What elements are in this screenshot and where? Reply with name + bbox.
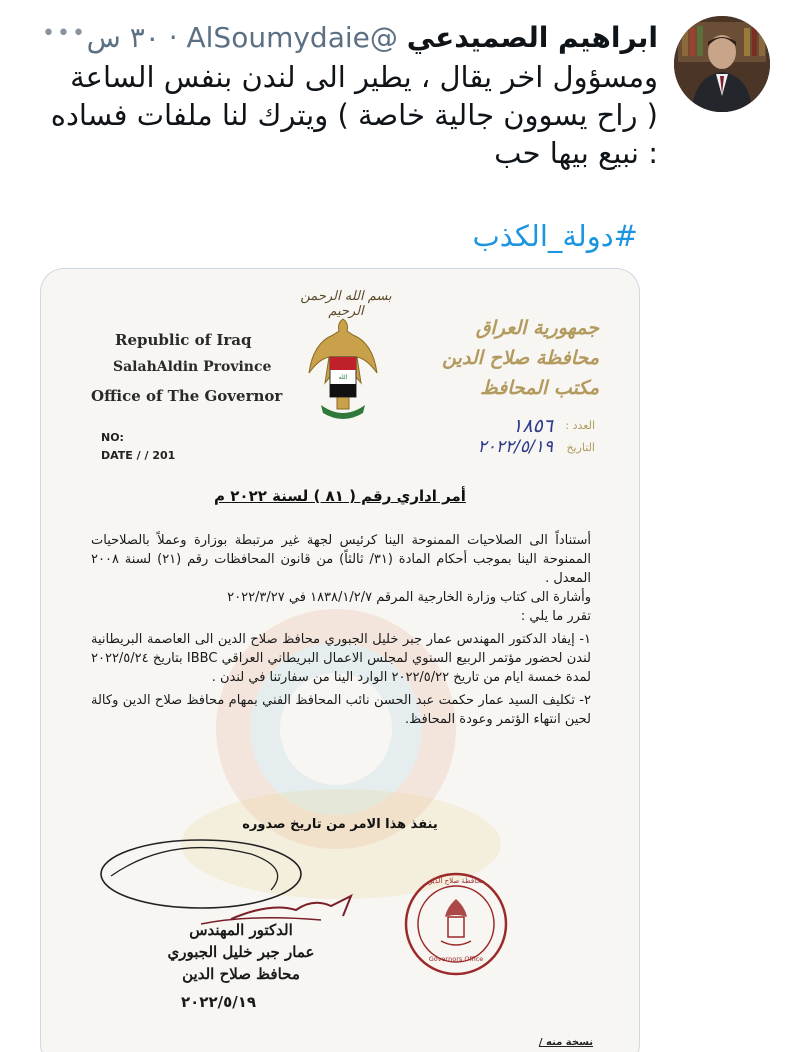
letterhead-line: محافظة صلاح الدين — [442, 347, 599, 369]
avatar[interactable] — [674, 16, 770, 112]
hashtag-link[interactable]: #دولة_الكذب — [472, 219, 638, 253]
order-paragraph: أستناداً الى الصلاحيات الممنوحة الينا كرئيس لجهة غير مرتبطة بوزارة وعملاً بالصلاحيات الممنوحة الينا بموجب أحكام المادة (٣١/ ثالثاً) من قانون المحافظات رقم (٢١) لسنة ٢٠٠٨ المعدل . — [91, 533, 591, 586]
letterhead-line: Republic of Iraq — [115, 331, 252, 349]
tweet-text — [38, 58, 658, 172]
attached-document-image[interactable] — [40, 268, 640, 1052]
order-title: أمر اداري رقم ( ٨١ ) لسنة ٢٠٢٢ م — [214, 487, 466, 505]
signature-line: محافظ صلاح الدين — [182, 965, 300, 983]
tweet-text-line: ومسؤول اخر يقال ، يطير الى لندن بنفس الساعة — [70, 60, 658, 94]
stamp-english-text: Governors Office — [428, 955, 484, 963]
signature-date: ٢٠٢٢/٥/١٩ — [181, 993, 257, 1011]
separator-dot: · — [168, 21, 178, 54]
signature-line: الدكتور المهندس — [189, 921, 293, 939]
copy-note: نسخة منه / — [538, 1037, 593, 1048]
user-handle[interactable]: @AlSoumydaie — [186, 21, 398, 54]
order-paragraph: تقرر ما يلي : — [520, 609, 591, 624]
ar-date-label: التاريخ — [566, 441, 595, 454]
ar-number-value: ١٨٥٦ — [512, 415, 553, 437]
iraq-eagle-emblem-icon — [303, 313, 383, 425]
tweet-header — [87, 20, 658, 56]
more-horizontal-icon[interactable]: ••• — [42, 21, 87, 46]
order-item: ١- إيفاد الدكتور المهندس عمار جبر خليل الجبوري محافظ صلاح الدين الى العاصمة البريطانية لندن لحضور مؤتمر الربيع السنوي لمجلس الاعمال البريطاني العراقي IBBC بتاريخ ٢٠٢٢/٥/٢٤ لمدة خمسة ايام من تاريخ ٢٠٢٢/٥/٢٢ الوارد الينا من سفارتنا في لندن . — [91, 632, 591, 685]
tweet-time[interactable]: ٣٠ س — [86, 21, 160, 54]
avatar-photo — [674, 16, 770, 112]
execute-line: ينفذ هذا الامر من تاريخ صدوره — [242, 817, 438, 832]
official-stamp-icon — [401, 869, 511, 979]
order-item: ٢- تكليف السيد عمار حكمت عبد الحسن نائب المحافظ الفني بمهام محافظ صلاح الدين وكالة لحين انتهاء الؤتمر وعودة المحافظ. — [91, 693, 591, 727]
ar-date-value: ٢٠٢٢/٥/١٩ — [477, 437, 553, 457]
letterhead-line: جمهورية العراق — [475, 317, 599, 339]
letterhead-line: SalahAldin Province — [113, 359, 272, 375]
stamp-arabic-text: محافظة صلاح الدين — [427, 877, 485, 885]
arabic-letterhead — [419, 313, 599, 403]
tweet-text-line: : نبيع بيها حب — [494, 136, 658, 170]
order-body — [91, 531, 591, 729]
order-paragraph: وأشارة الى كتاب وزارة الخارجية المرقم ١٨٣٨/١/٢/٧ في ٢٠٢٢/٣/٢٧ — [227, 590, 591, 605]
svg-text:الله: الله — [338, 374, 348, 381]
letterhead-line: مكتب المحافظ — [480, 377, 599, 399]
basmala: بسم الله الرحمن الرحيم — [300, 289, 392, 319]
display-name[interactable]: ابراهيم الصميدعي — [406, 21, 658, 54]
letterhead-line: Office of The Governor — [91, 387, 283, 405]
signature-block — [131, 919, 351, 985]
doc-date-label: DATE / / 201 — [101, 449, 176, 462]
doc-number-label: NO: — [101, 431, 124, 444]
tweet-text-line: ( راح يسوون جالية خاصة ) ويترك لنا ملفات فساده — [50, 98, 658, 132]
signature-line: عمار جبر خليل الجبوري — [167, 943, 315, 961]
ar-number-label: العدد : — [565, 419, 595, 432]
